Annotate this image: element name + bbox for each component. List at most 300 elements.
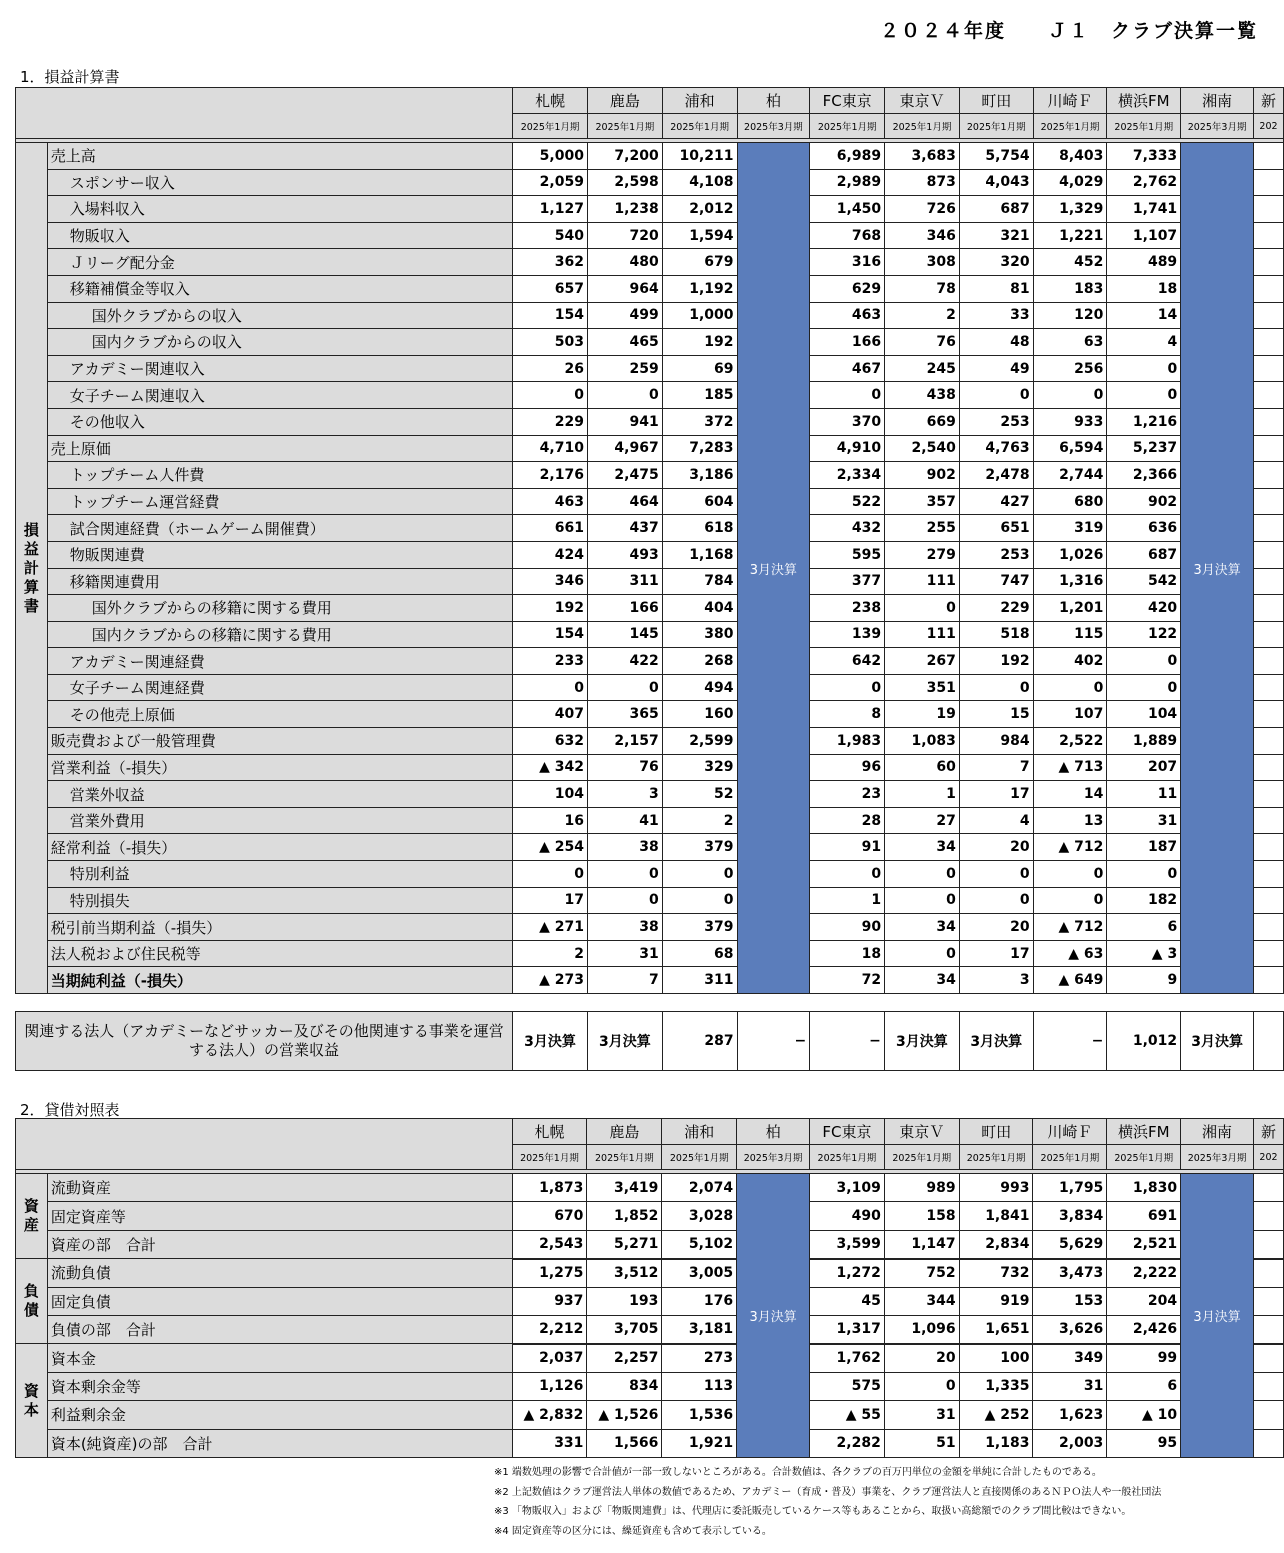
cell-value: 95 xyxy=(1107,1429,1181,1457)
cell-value: 15 xyxy=(959,701,1033,728)
club-period: 2025年1月期 xyxy=(587,1145,662,1170)
cell-value: 494 xyxy=(662,674,737,701)
cell-value: 4,763 xyxy=(959,435,1033,462)
cell-value xyxy=(1253,169,1283,196)
cell-value: 1,983 xyxy=(810,728,885,755)
cell-value: 3,512 xyxy=(587,1259,662,1287)
cell-value: 0 xyxy=(959,382,1033,409)
club-header: FC東京 xyxy=(810,88,885,114)
cell-value: 2,475 xyxy=(587,462,662,489)
club-period: 2025年1月期 xyxy=(810,114,885,139)
row-label: 当期純利益（-損失） xyxy=(47,967,512,994)
club-header: 湘南 xyxy=(1181,1119,1254,1145)
cell-value: 2,989 xyxy=(810,169,885,196)
club-period: 202 xyxy=(1253,114,1283,139)
cell-value: 91 xyxy=(810,834,885,861)
table-row xyxy=(16,781,1284,808)
cell-value: 331 xyxy=(512,1429,587,1457)
cell-value: 1,275 xyxy=(512,1259,587,1287)
table-row xyxy=(16,1259,1284,1287)
cell-value: 618 xyxy=(662,515,737,542)
cell-value: 464 xyxy=(587,488,662,515)
table-row xyxy=(16,568,1284,595)
cell-value: 372 xyxy=(662,408,737,435)
cell-value: 41 xyxy=(587,807,662,834)
cell-value: 357 xyxy=(885,488,960,515)
row-label: 国外クラブからの移籍に関する費用 xyxy=(47,595,512,622)
cell-value: 2,059 xyxy=(513,169,588,196)
cell-value xyxy=(1253,568,1283,595)
cell-value: 2,012 xyxy=(662,196,737,223)
cell-value xyxy=(1253,914,1283,941)
row-label: 物販収入 xyxy=(47,222,512,249)
cell-value: 463 xyxy=(810,302,885,329)
cell-value: 424 xyxy=(513,541,588,568)
cell-value: 0 xyxy=(1033,674,1107,701)
cell-value: 23 xyxy=(810,781,885,808)
cell-value: 0 xyxy=(587,674,662,701)
cell-value: 6 xyxy=(1107,1372,1181,1400)
cell-value: 3,599 xyxy=(810,1230,885,1258)
cell-value: 6 xyxy=(1107,914,1181,941)
cell-value: 72 xyxy=(810,967,885,994)
cell-value: ▲ 342 xyxy=(513,754,588,781)
cell-value: 0 xyxy=(810,674,885,701)
cell-value: 4 xyxy=(1107,329,1181,356)
cell-value: 679 xyxy=(662,249,737,276)
cell-value: 1,316 xyxy=(1033,568,1107,595)
club-header: 東京Ｖ xyxy=(885,88,960,114)
cell-value: 1,795 xyxy=(1033,1174,1107,1202)
cell-value: 1,830 xyxy=(1107,1174,1181,1202)
row-label: その他売上原価 xyxy=(47,701,512,728)
row-label: 試合関連経費（ホームゲーム開催費） xyxy=(47,515,512,542)
cell-value: 1,127 xyxy=(513,196,588,223)
table-row xyxy=(16,621,1284,648)
cell-value: 8,403 xyxy=(1033,143,1107,170)
row-label: 女子チーム関連収入 xyxy=(47,382,512,409)
cell-value: 0 xyxy=(513,861,588,888)
cell-value: 229 xyxy=(959,595,1033,622)
cell-value: 193 xyxy=(587,1287,662,1315)
table-row xyxy=(16,887,1284,914)
cell-value: 1,762 xyxy=(810,1344,885,1372)
row-label: その他収入 xyxy=(47,408,512,435)
cell-value xyxy=(1253,488,1283,515)
cell-value: 273 xyxy=(662,1344,737,1372)
cell-value: 437 xyxy=(587,515,662,542)
cell-value: 651 xyxy=(959,515,1033,542)
cell-value: 2,366 xyxy=(1107,462,1181,489)
club-period: 2025年1月期 xyxy=(959,1145,1033,1170)
cell-value: 522 xyxy=(810,488,885,515)
cell-value: 2,599 xyxy=(662,728,737,755)
cell-value: 3,626 xyxy=(1033,1315,1107,1343)
cell-value: 20 xyxy=(959,914,1033,941)
cell-value: ▲ 271 xyxy=(513,914,588,941)
cell-value: 1,272 xyxy=(810,1259,885,1287)
table-row xyxy=(16,728,1284,755)
cell-value: 346 xyxy=(513,568,588,595)
cell-value: 7,200 xyxy=(587,143,662,170)
cell-value xyxy=(1253,329,1283,356)
cell-value: 18 xyxy=(810,940,885,967)
cell-value: 784 xyxy=(662,568,737,595)
cell-value: 166 xyxy=(587,595,662,622)
cell-value: 31 xyxy=(884,1401,959,1429)
cell-value: 4,043 xyxy=(959,169,1033,196)
club-period: 2025年1月期 xyxy=(885,114,960,139)
row-label: 売上原価 xyxy=(47,435,512,462)
cell-value xyxy=(1253,1230,1283,1258)
cell-value: 379 xyxy=(662,914,737,941)
cell-value: 31 xyxy=(1033,1372,1107,1400)
table-row xyxy=(16,382,1284,409)
cell-value: 0 xyxy=(885,887,960,914)
cell-value: 3,473 xyxy=(1033,1259,1107,1287)
cell-value: 5,102 xyxy=(662,1230,737,1258)
cell-value: 1,026 xyxy=(1033,541,1107,568)
cell-value: 873 xyxy=(885,169,960,196)
cell-value: 311 xyxy=(587,568,662,595)
cell-value: 407 xyxy=(513,701,588,728)
march-fiscal-cell: 3月決算 xyxy=(737,1174,810,1458)
club-period: 2025年1月期 xyxy=(1033,1145,1107,1170)
cell-value xyxy=(1253,275,1283,302)
cell-value: 5,237 xyxy=(1107,435,1181,462)
club-header: 札幌 xyxy=(512,1119,587,1145)
cell-value xyxy=(1253,595,1283,622)
row-label: 資本(純資産)の部 合計 xyxy=(47,1429,512,1457)
cell-value: 2,257 xyxy=(587,1344,662,1372)
cell-value: 1 xyxy=(885,781,960,808)
table-row xyxy=(16,1230,1284,1258)
cell-value: 111 xyxy=(885,621,960,648)
row-label: 経常利益（-損失） xyxy=(47,834,512,861)
cell-value: 1,221 xyxy=(1033,222,1107,249)
cell-value: 154 xyxy=(513,621,588,648)
cell-value: 308 xyxy=(885,249,960,276)
cell-value: 115 xyxy=(1033,621,1107,648)
bs-header-corner xyxy=(16,1119,513,1170)
cell-value: 989 xyxy=(884,1174,959,1202)
cell-value: 993 xyxy=(959,1174,1033,1202)
cell-value: 253 xyxy=(959,541,1033,568)
cell-value: 902 xyxy=(1107,488,1181,515)
cell-value: 4,910 xyxy=(810,435,885,462)
table-row xyxy=(16,169,1284,196)
cell-value: 111 xyxy=(885,568,960,595)
row-label: 営業外収益 xyxy=(47,781,512,808)
cell-value: 2,762 xyxy=(1107,169,1181,196)
cell-value: 2,521 xyxy=(1107,1230,1181,1258)
cell-value: 316 xyxy=(810,249,885,276)
pl-vertical-label: 損益計算書 xyxy=(16,143,48,994)
club-header: 札幌 xyxy=(513,88,588,114)
club-header: 横浜FM xyxy=(1107,1119,1181,1145)
cell-value: 2,478 xyxy=(959,462,1033,489)
row-label: 移籍補償金等収入 xyxy=(47,275,512,302)
table-row xyxy=(16,488,1284,515)
bs-group-label: 資産 xyxy=(16,1174,48,1259)
cell-value: 420 xyxy=(1107,595,1181,622)
cell-value: 19 xyxy=(885,701,960,728)
cell-value: 669 xyxy=(885,408,960,435)
cell-value: 3,028 xyxy=(662,1202,737,1230)
row-label: 固定負債 xyxy=(47,1287,512,1315)
cell-value: 63 xyxy=(1033,329,1107,356)
cell-value: 1,096 xyxy=(884,1315,959,1343)
club-header: 町田 xyxy=(959,88,1033,114)
cell-value: 0 xyxy=(885,861,960,888)
table-row xyxy=(16,1287,1284,1315)
cell-value: 0 xyxy=(1107,648,1181,675)
cell-value xyxy=(1253,648,1283,675)
table-row xyxy=(16,861,1284,888)
related-value: 1,012 xyxy=(1107,1012,1181,1071)
cell-value: 1,841 xyxy=(959,1202,1033,1230)
cell-value: 113 xyxy=(662,1372,737,1400)
cell-value: 31 xyxy=(587,940,662,967)
cell-value: 427 xyxy=(959,488,1033,515)
cell-value: 3,186 xyxy=(662,462,737,489)
cell-value xyxy=(1253,249,1283,276)
cell-value xyxy=(1253,1429,1283,1457)
cell-value: 480 xyxy=(587,249,662,276)
table-row xyxy=(16,754,1284,781)
cell-value: 1,651 xyxy=(959,1315,1033,1343)
cell-value: 3,834 xyxy=(1033,1202,1107,1230)
related-value: 3月決算 xyxy=(1181,1012,1254,1071)
cell-value: 687 xyxy=(959,196,1033,223)
cell-value: 207 xyxy=(1107,754,1181,781)
related-value: 3月決算 xyxy=(884,1012,959,1071)
table-row xyxy=(16,1174,1284,1202)
table-row xyxy=(16,595,1284,622)
cell-value: 34 xyxy=(885,914,960,941)
row-label: 負債の部 合計 xyxy=(47,1315,512,1343)
cell-value: 1,168 xyxy=(662,541,737,568)
cell-value: 104 xyxy=(1107,701,1181,728)
cell-value: 253 xyxy=(959,408,1033,435)
cell-value: 595 xyxy=(810,541,885,568)
row-label: 国内クラブからの収入 xyxy=(47,329,512,356)
cell-value: 45 xyxy=(810,1287,885,1315)
cell-value: 233 xyxy=(513,648,588,675)
cell-value: 76 xyxy=(885,329,960,356)
club-period: 2025年1月期 xyxy=(662,1145,737,1170)
table-row xyxy=(16,1429,1284,1457)
cell-value: 0 xyxy=(959,674,1033,701)
row-label: Ｊリーグ配分金 xyxy=(47,249,512,276)
cell-value: 542 xyxy=(1107,568,1181,595)
cell-value: 6,989 xyxy=(810,143,885,170)
cell-value: 1,594 xyxy=(662,222,737,249)
table-row xyxy=(16,355,1284,382)
cell-value xyxy=(1253,302,1283,329)
cell-value: 937 xyxy=(512,1287,587,1315)
club-header: 新 xyxy=(1253,1119,1283,1145)
club-period: 2025年1月期 xyxy=(1107,114,1181,139)
related-value: 287 xyxy=(662,1012,737,1071)
table-row xyxy=(16,1202,1284,1230)
cell-value: 8 xyxy=(810,701,885,728)
row-label: 物販関連費 xyxy=(47,541,512,568)
cell-value: 145 xyxy=(587,621,662,648)
cell-value xyxy=(1253,541,1283,568)
cell-value: 20 xyxy=(959,834,1033,861)
cell-value: 1,147 xyxy=(884,1230,959,1258)
cell-value: 0 xyxy=(885,595,960,622)
cell-value: 463 xyxy=(513,488,588,515)
cell-value: 0 xyxy=(810,382,885,409)
cell-value: 1,852 xyxy=(587,1202,662,1230)
club-period: 2025年1月期 xyxy=(512,1145,587,1170)
cell-value: 27 xyxy=(885,807,960,834)
cell-value: 661 xyxy=(513,515,588,542)
cell-value: ▲ 55 xyxy=(810,1401,885,1429)
cell-value: 154 xyxy=(513,302,588,329)
cell-value: 642 xyxy=(810,648,885,675)
cell-value xyxy=(1253,435,1283,462)
cell-value: 2,037 xyxy=(512,1344,587,1372)
club-header: 浦和 xyxy=(662,1119,737,1145)
table-row xyxy=(16,196,1284,223)
cell-value: 632 xyxy=(513,728,588,755)
cell-value: 76 xyxy=(587,754,662,781)
cell-value: 238 xyxy=(810,595,885,622)
cell-value xyxy=(1253,940,1283,967)
cell-value: 14 xyxy=(1107,302,1181,329)
table-row xyxy=(16,674,1284,701)
table-row xyxy=(16,701,1284,728)
cell-value: 256 xyxy=(1033,355,1107,382)
cell-value: 10,211 xyxy=(662,143,737,170)
cell-value: 104 xyxy=(513,781,588,808)
cell-value: 1,536 xyxy=(662,1401,737,1429)
cell-value: 465 xyxy=(587,329,662,356)
cell-value: 1,216 xyxy=(1107,408,1181,435)
related-value: 3月決算 xyxy=(587,1012,662,1071)
table-row xyxy=(16,515,1284,542)
cell-value: 192 xyxy=(513,595,588,622)
cell-value: ▲ 10 xyxy=(1107,1401,1181,1429)
pl-section-title: 1．損益計算書 xyxy=(20,68,120,86)
table-row xyxy=(16,302,1284,329)
cell-value xyxy=(1253,621,1283,648)
march-fiscal-cell: 3月決算 xyxy=(1181,1174,1254,1458)
cell-value: 0 xyxy=(959,887,1033,914)
cell-value: 3 xyxy=(959,967,1033,994)
cell-value: 153 xyxy=(1033,1287,1107,1315)
related-value: − xyxy=(1033,1012,1107,1071)
cell-value: 726 xyxy=(885,196,960,223)
cell-value: 1,107 xyxy=(1107,222,1181,249)
cell-value: 5,629 xyxy=(1033,1230,1107,1258)
cell-value: 28 xyxy=(810,807,885,834)
cell-value: 402 xyxy=(1033,648,1107,675)
cell-value: 0 xyxy=(884,1372,959,1400)
cell-value xyxy=(1253,1202,1283,1230)
cell-value: 187 xyxy=(1107,834,1181,861)
cell-value xyxy=(1253,807,1283,834)
club-period: 202 xyxy=(1253,1145,1283,1170)
cell-value: 0 xyxy=(885,940,960,967)
cell-value: 90 xyxy=(810,914,885,941)
cell-value: 7 xyxy=(587,967,662,994)
cell-value: 2,157 xyxy=(587,728,662,755)
cell-value: 370 xyxy=(810,408,885,435)
cell-value: 17 xyxy=(513,887,588,914)
cell-value: 1,201 xyxy=(1033,595,1107,622)
cell-value: 11 xyxy=(1107,781,1181,808)
cell-value: ▲ 1,526 xyxy=(587,1401,662,1429)
cell-value: 1,317 xyxy=(810,1315,885,1343)
club-header: 横浜FM xyxy=(1107,88,1181,114)
cell-value: 158 xyxy=(884,1202,959,1230)
cell-value: ▲ 649 xyxy=(1033,967,1107,994)
cell-value: 365 xyxy=(587,701,662,728)
cell-value: ▲ 63 xyxy=(1033,940,1107,967)
footnote: ※3 「物販収入」および「物販関連費」は、代理店に委託販売しているケース等もあることから、取扱い高総額でのクラブ間比較はできない。 xyxy=(494,1506,1132,1517)
cell-value: 1,889 xyxy=(1107,728,1181,755)
table-row xyxy=(16,1315,1284,1343)
cell-value: 34 xyxy=(885,967,960,994)
cell-value: 192 xyxy=(662,329,737,356)
club-period: 2025年3月期 xyxy=(1181,1145,1254,1170)
club-period: 2025年1月期 xyxy=(662,114,737,139)
bs-section-title: 2．貸借対照表 xyxy=(20,1101,120,1119)
cell-value: 2 xyxy=(885,302,960,329)
table-row xyxy=(16,435,1284,462)
cell-value xyxy=(1253,967,1283,994)
cell-value: 1,921 xyxy=(662,1429,737,1457)
related-entity-table xyxy=(15,1011,1284,1071)
club-header: 柏 xyxy=(737,88,810,114)
cell-value: 7,333 xyxy=(1107,143,1181,170)
cell-value xyxy=(1253,834,1283,861)
table-row xyxy=(16,329,1284,356)
table-row xyxy=(16,408,1284,435)
pl-header-corner xyxy=(16,88,513,139)
cell-value: 4,108 xyxy=(662,169,737,196)
cell-value: 2,176 xyxy=(513,462,588,489)
bs-group-label: 負債 xyxy=(16,1259,48,1344)
cell-value: 68 xyxy=(662,940,737,967)
cell-value: 160 xyxy=(662,701,737,728)
cell-value: 902 xyxy=(885,462,960,489)
cell-value: 452 xyxy=(1033,249,1107,276)
cell-value: 0 xyxy=(587,382,662,409)
row-label: 特別損失 xyxy=(47,887,512,914)
cell-value xyxy=(1253,1287,1283,1315)
cell-value: 139 xyxy=(810,621,885,648)
cell-value: 51 xyxy=(884,1429,959,1457)
cell-value xyxy=(1253,515,1283,542)
table-row xyxy=(16,914,1284,941)
cell-value: 5,000 xyxy=(513,143,588,170)
cell-value: 100 xyxy=(959,1344,1033,1372)
row-label: 販売費および一般管理費 xyxy=(47,728,512,755)
cell-value: 2 xyxy=(662,807,737,834)
table-row xyxy=(16,834,1284,861)
cell-value: 4 xyxy=(959,807,1033,834)
cell-value xyxy=(1253,861,1283,888)
related-value: − xyxy=(737,1012,810,1071)
cell-value: 9 xyxy=(1107,967,1181,994)
cell-value: 2,744 xyxy=(1033,462,1107,489)
cell-value: 7,283 xyxy=(662,435,737,462)
